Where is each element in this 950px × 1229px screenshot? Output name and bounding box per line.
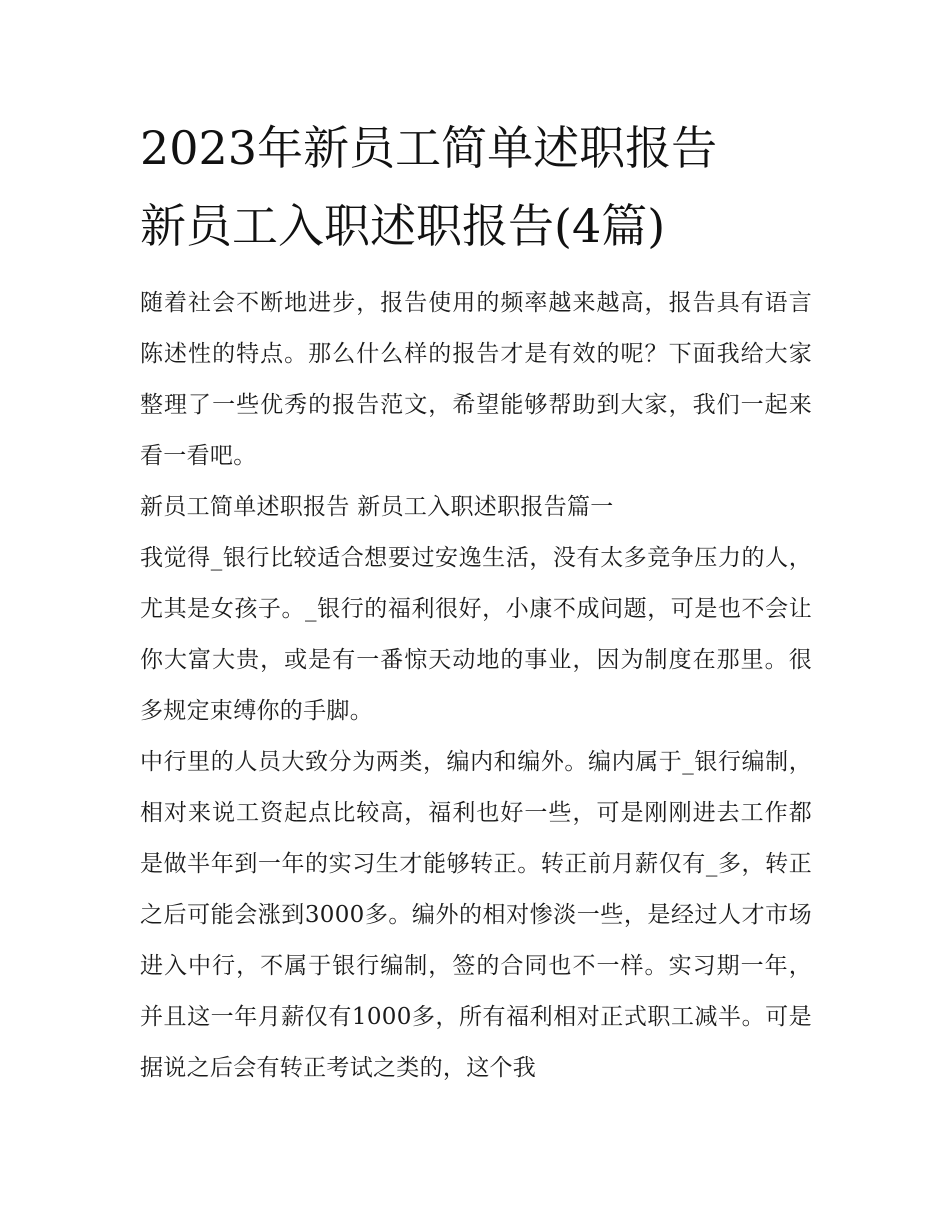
- document-body: [140, 278, 812, 1094]
- section-heading: 新员工简单述职报告 新员工入职述职报告篇一: [140, 494, 614, 520]
- body-paragraph-1: 我觉得_银行比较适合想要过安逸生活，没有太多竞争压力的人，尤其是女孩子。_银行的福利很好，小康不成问题，可是也不会让你大富大贵，或是有一番惊天动地的事业，因为制度在那里。很多规定束缚你的手脚。: [140, 545, 812, 724]
- intro-paragraph: 随着社会不断地进步，报告使用的频率越来越高，报告具有语言陈述性的特点。那么什么样的报告才是有效的呢？下面我给大家整理了一些优秀的报告范文，希望能够帮助到大家，我们一起来看一看吧。: [140, 290, 812, 469]
- document-title-line-2: 新员工入职述职报告(4篇): [140, 199, 666, 253]
- body-paragraph-2: 中行里的人员大致分为两类，编内和编外。编内属于_银行编制，相对来说工资起点比较高，福利也好一些，可是刚刚进去工作都是做半年到一年的实习生才能够转正。转正前月薪仅有_多，转正之后可能会涨到3000多。编外的相对惨淡一些，是经过人才市场进入中行，不属于银行编制，签的合同也不一样。实习期一年，并且这一年月薪仅有1000多，所有福利相对正式职工减半。可是据说之后会有转正考试之类的，这个我: [140, 749, 812, 1081]
- document-title-line-1: 2023年新员工简单述职报告: [140, 121, 718, 175]
